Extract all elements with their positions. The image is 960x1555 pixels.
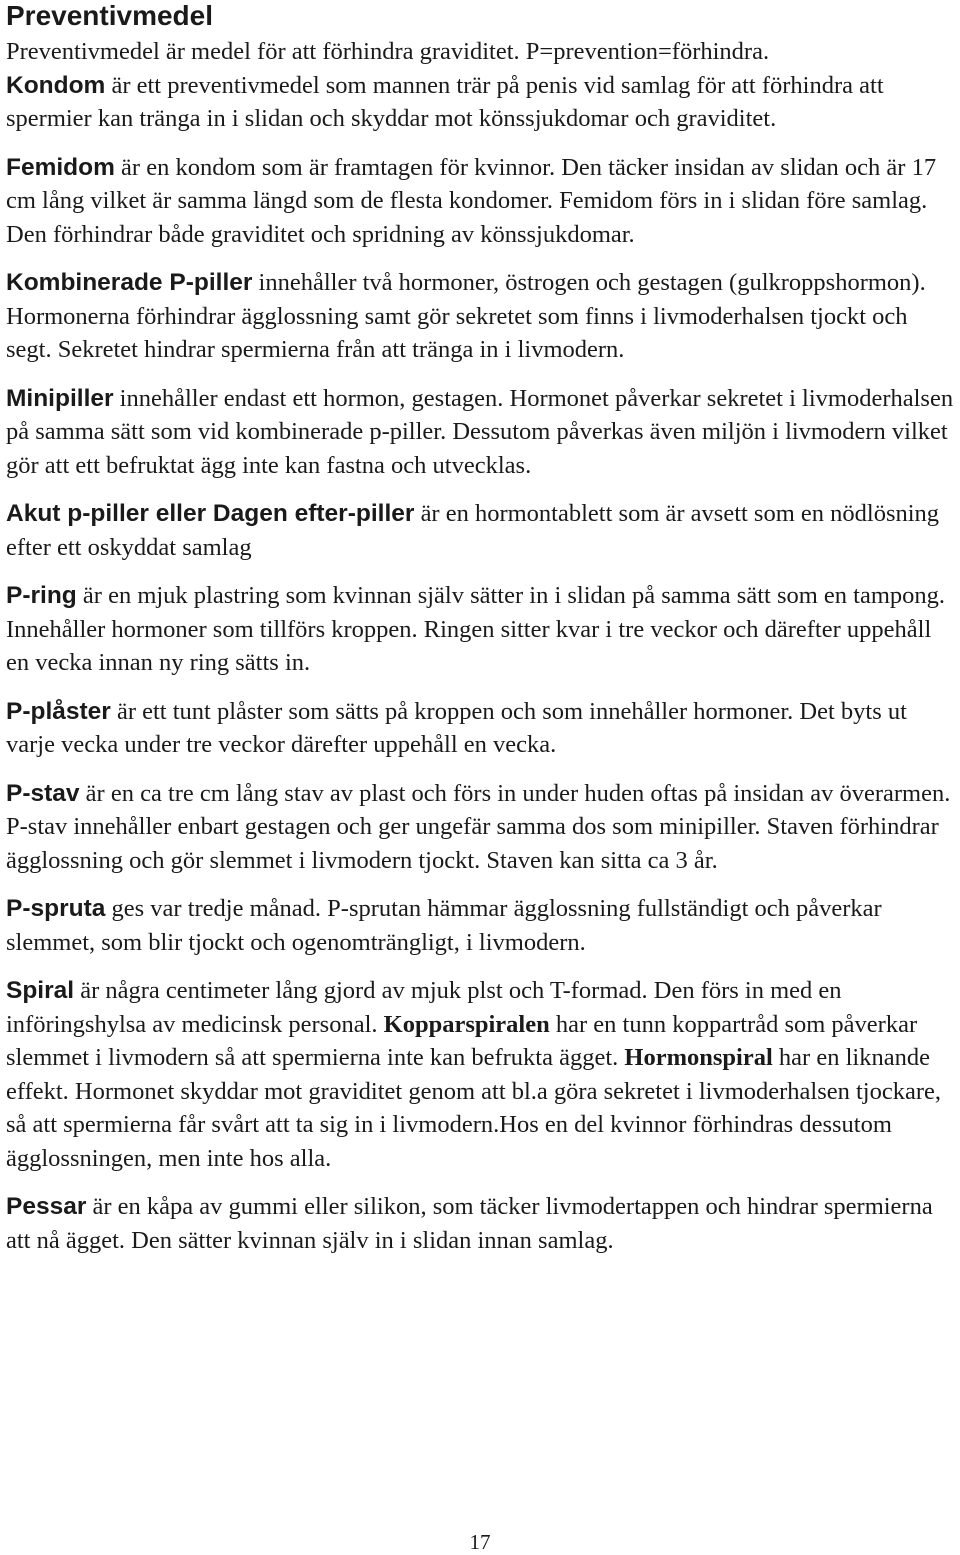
p-plaster-paragraph — [6, 695, 956, 762]
minipiller-term: Minipiller — [6, 384, 114, 412]
minipiller-paragraph — [6, 382, 956, 483]
page-title: Preventivmedel — [6, 0, 213, 31]
spiral-text-3: har en liknande effekt. Hormonet skyddar mot graviditet genom att bl.a göra sekretet i livmoderhalsen tjockare, så att spermierna får svårt att ta sig in i livmodern.Hos en del kvinnor förhindras dessutom ägglossningen, men inte hos alla. — [6, 1044, 942, 1172]
page-number: 17 — [469, 1530, 491, 1554]
p-spruta-text: ges var tredje månad. P-sprutan hämmar ägglossning fullständigt och påverkar slemmet, som blir tjockt och ogenomträngligt, i livmodern. — [6, 895, 882, 956]
p-plaster-term: P-plåster — [6, 697, 111, 725]
akut-p-piller-paragraph — [6, 497, 956, 564]
p-ring-term: P-ring — [6, 582, 77, 609]
spiral-term: Spiral — [6, 977, 75, 1004]
minipiller-text: innehåller endast ett hormon, gestagen. Hormonet påverkar sekretet i livmoderhalsen på samma sätt som vid kombinerade p-piller. Dessutom påverkas även miljön i livmodern vilket gör att ett befruktat ägg inte kan fastna och utvecklas. — [6, 384, 954, 479]
kopparspiralen-term: Kopparspiralen — [383, 1010, 550, 1038]
pessar-term: Pessar — [6, 1193, 87, 1220]
akut-p-piller-term: Akut p-piller eller Dagen efter-piller — [6, 500, 415, 527]
kondom-paragraph — [6, 69, 956, 136]
pessar-paragraph — [6, 1190, 956, 1257]
kombinerade-p-piller-text: innehåller två hormoner, östrogen och gestagen (gulkroppshormon). Hormonerna förhindrar ägglossning samt gör sekretet som finns i livmoderhalsen tjockt och segt. Sekretet hindrar spermierna från att tränga in i livmodern. — [6, 269, 926, 363]
kombinerade-p-piller-paragraph — [6, 266, 956, 367]
pessar-text: är en kåpa av gummi eller silikon, som täcker livmodertappen och hindrar spermierna att nå ägget. Den sätter kvinnan själv in i slidan innan samlag. — [6, 1193, 933, 1254]
akut-p-piller-text: är en hormontablett som är avsett som en nödlösning efter ett oskyddat samlag — [6, 500, 940, 561]
intro-paragraph: Preventivmedel är medel för att förhindra graviditet. P=prevention=förhindra. — [6, 38, 770, 65]
kondom-text: är ett preventivmedel som mannen trär på penis vid samlag för att förhindra att spermier kan tränga in i slidan och skyddar mot könssjukdomar och graviditet. — [6, 71, 884, 132]
p-stav-paragraph — [6, 777, 956, 878]
spiral-paragraph — [6, 974, 956, 1175]
document-page — [6, 0, 956, 1257]
femidom-paragraph — [6, 151, 956, 252]
p-spruta-term: P-spruta — [6, 895, 106, 922]
femidom-text: är en kondom som är framtagen för kvinnor. Den täcker insidan av slidan och är 17 cm lång vilket är samma längd som de flesta kondomer. Femidom förs in i slidan före samlag. Den förhindrar både graviditet och spridning av könssjukdomar. — [6, 153, 937, 248]
p-stav-text: är en ca tre cm lång stav av plast och förs in under huden oftas på insidan av överarmen. P-stav innehåller enbart gestagen och ger ungefär samma dos som minipiller. Staven förhindrar ägglossning och gör slemmet i livmodern tjockt. Staven kan sitta ca 3 år. — [6, 779, 951, 874]
p-ring-paragraph — [6, 579, 956, 680]
kombinerade-p-piller-term: Kombinerade P-piller — [6, 269, 253, 296]
hormonspiral-term: Hormonspiral — [624, 1044, 773, 1071]
p-stav-term: P-stav — [6, 779, 80, 807]
p-plaster-text: är ett tunt plåster som sätts på kroppen och som innehåller hormoner. Det byts ut varje vecka under tre veckor därefter uppehåll en vecka. — [6, 697, 907, 758]
femidom-term: Femidom — [6, 153, 115, 181]
spiral-text-1: är några centimeter lång gjord av mjuk plst och T-formad. Den förs in med en införingshylsa av medicinsk personal. — [6, 977, 842, 1038]
spiral-text-2: har en tunn koppartråd som påverkar slemmet i livmodern så att spermierna inte kan befrukta ägget. — [6, 1010, 918, 1071]
p-spruta-paragraph — [6, 892, 956, 959]
p-ring-text: är en mjuk plastring som kvinnan själv sätter in i slidan på samma sätt som en tampong. Innehåller hormoner som tillförs kroppen. Ringen sitter kvar i tre veckor och därefter uppehåll en vecka innan ny ring sätts in. — [6, 582, 946, 676]
kondom-term: Kondom — [6, 71, 106, 99]
